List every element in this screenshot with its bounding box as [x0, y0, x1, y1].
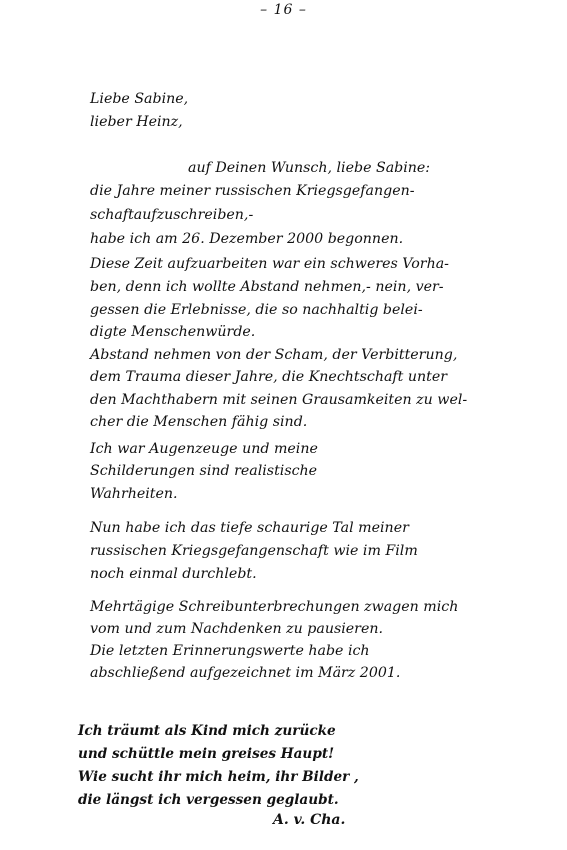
- poem-line: und schüttle mein greises Haupt!: [78, 746, 335, 762]
- text-line: Wahrheiten.: [90, 486, 178, 502]
- text-line: gessen die Erlebnisse, die so nachhaltig belei-: [90, 302, 423, 318]
- text-line: digte Menschenwürde.: [90, 324, 256, 340]
- text-line: die Jahre meiner russischen Kriegsgefangen-: [90, 183, 415, 199]
- text-line: schaftaufzuschreiben,-: [90, 207, 254, 223]
- text-line: Die letzten Erinnerungswerte habe ich: [90, 643, 370, 659]
- text-line: den Machthabern mit seinen Grausamkeiten zu wel-: [90, 392, 468, 408]
- poem-line: Ich träumt als Kind mich zurücke: [78, 723, 336, 739]
- greeting-line: Liebe Sabine,: [90, 91, 189, 107]
- text-line: dem Trauma dieser Jahre, die Knechtschaft unter: [90, 369, 448, 385]
- text-line: Mehrtägige Schreibunterbrechungen zwagen mich: [90, 599, 459, 615]
- text-line: cher die Menschen fähig sind.: [90, 414, 308, 430]
- poem-line: Wie sucht ihr mich heim, ihr Bilder ,: [78, 769, 359, 785]
- text-line: Schilderungen sind realistische: [90, 463, 318, 479]
- page-number: – 16 –: [260, 2, 307, 18]
- text-line: Nun habe ich das tiefe schaurige Tal meiner: [90, 520, 409, 536]
- text-line: russischen Kriegsgefangenschaft wie im Film: [90, 543, 418, 559]
- poem-signature: A. v. Cha.: [273, 812, 346, 828]
- text-line: habe ich am 26. Dezember 2000 begonnen.: [90, 231, 404, 247]
- text-line: auf Deinen Wunsch, liebe Sabine:: [188, 160, 431, 176]
- greeting-line: lieber Heinz,: [90, 114, 183, 130]
- text-line: abschließend aufgezeichnet im März 2001.: [90, 665, 401, 681]
- poem-line: die längst ich vergessen geglaubt.: [78, 792, 339, 808]
- text-line: Abstand nehmen von der Scham, der Verbitterung,: [90, 347, 458, 363]
- text-line: vom und zum Nachdenken zu pausieren.: [90, 621, 384, 637]
- text-line: Ich war Augenzeuge und meine: [90, 441, 318, 457]
- text-line: ben, denn ich wollte Abstand nehmen,- nein, ver-: [90, 279, 444, 295]
- text-line: Diese Zeit aufzuarbeiten war ein schweres Vorha-: [90, 256, 449, 272]
- text-line: noch einmal durchlebt.: [90, 566, 257, 582]
